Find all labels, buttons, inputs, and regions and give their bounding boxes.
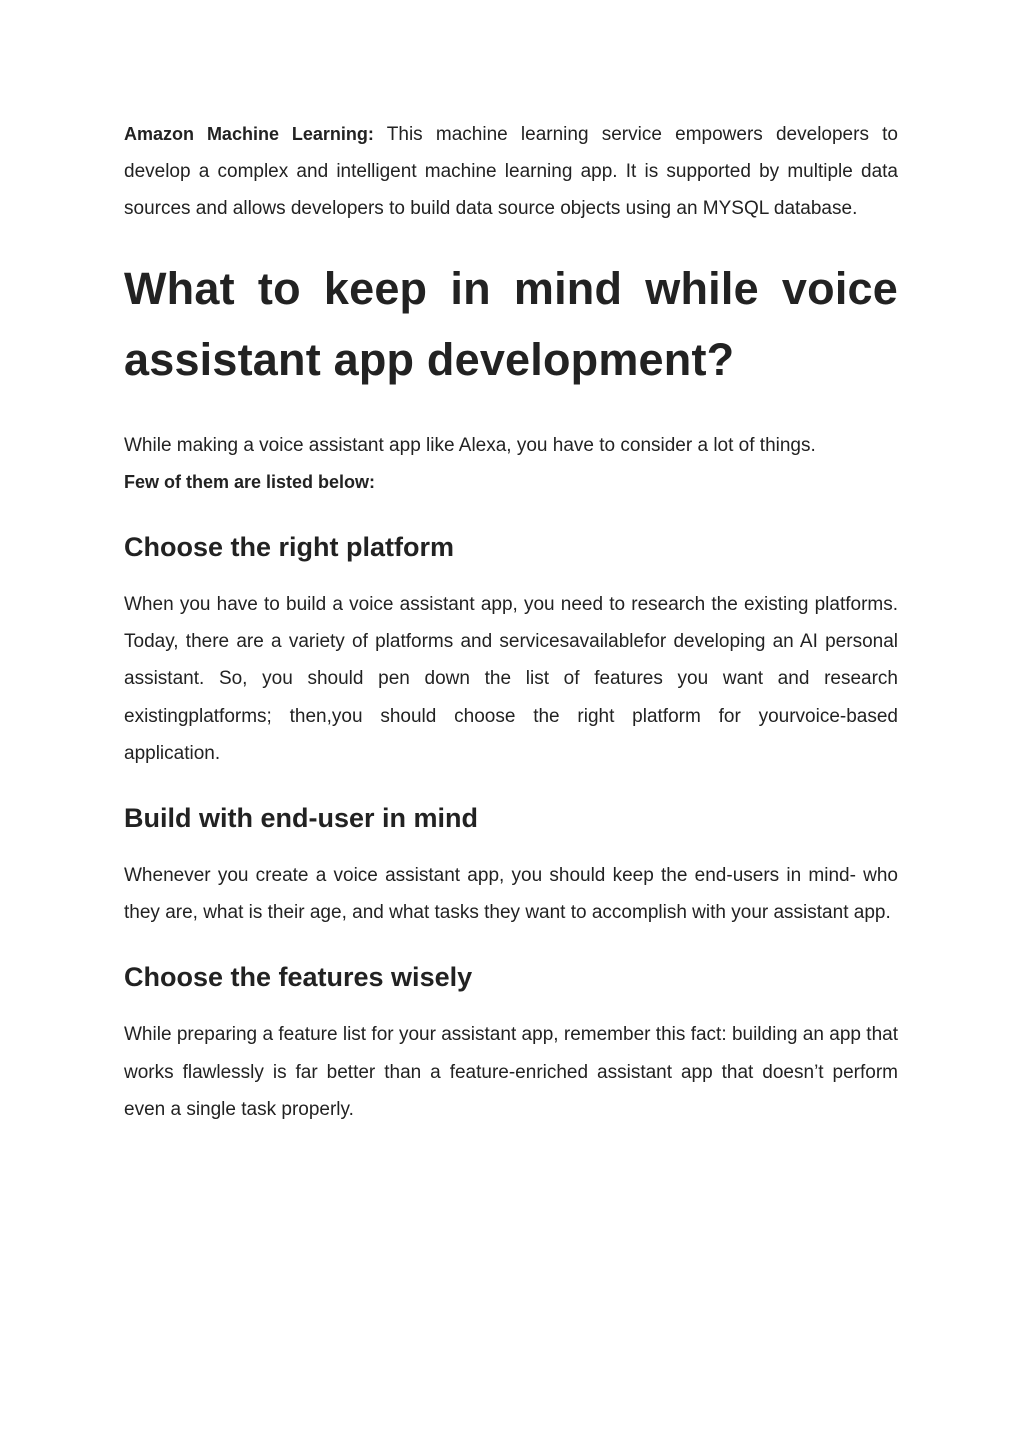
section-heading-end-user: Build with end-user in mind <box>124 803 478 834</box>
lead-paragraph <box>124 427 898 501</box>
section-body-platform: When you have to build a voice assistant app, you need to research the existing platforms. Today, there are a variety of platforms and servicesavailablefor developing an AI personal assistant. So, you should pen down the list of features you want and research existingplatforms; then,you should choose the right platform for yourvoice-based application. <box>124 594 898 764</box>
section-body-end-user: Whenever you create a voice assistant app, you should keep the end-users in mind- who they are, what is their age, and what tasks they want to accomplish with your assistant app. <box>124 865 898 924</box>
intro-text: This machine learning service empowers developers to develop a complex and intelligent machine learning app. It is supported by multiple data sources and allows developers to build data source objects using an MYSQL database. <box>124 124 898 220</box>
document-page <box>124 0 898 1128</box>
intro-paragraph <box>124 116 898 228</box>
intro-term: Amazon Machine Learning: <box>124 124 374 144</box>
section-heading-features: Choose the features wisely <box>124 962 473 993</box>
lead-text: While making a voice assistant app like Alexa, you have to consider a lot of things. <box>124 434 816 456</box>
section-heading-platform: Choose the right platform <box>124 532 454 563</box>
main-heading: What to keep in mind while voice assistant app development? <box>124 262 898 385</box>
lead-bold-text: Few of them are listed below: <box>124 471 376 492</box>
section-body-features: While preparing a feature list for your assistant app, remember this fact: building an app that works flawlessly is far better than a feature-enriched assistant app that doesn’t perform even a single task properly. <box>124 1024 898 1120</box>
